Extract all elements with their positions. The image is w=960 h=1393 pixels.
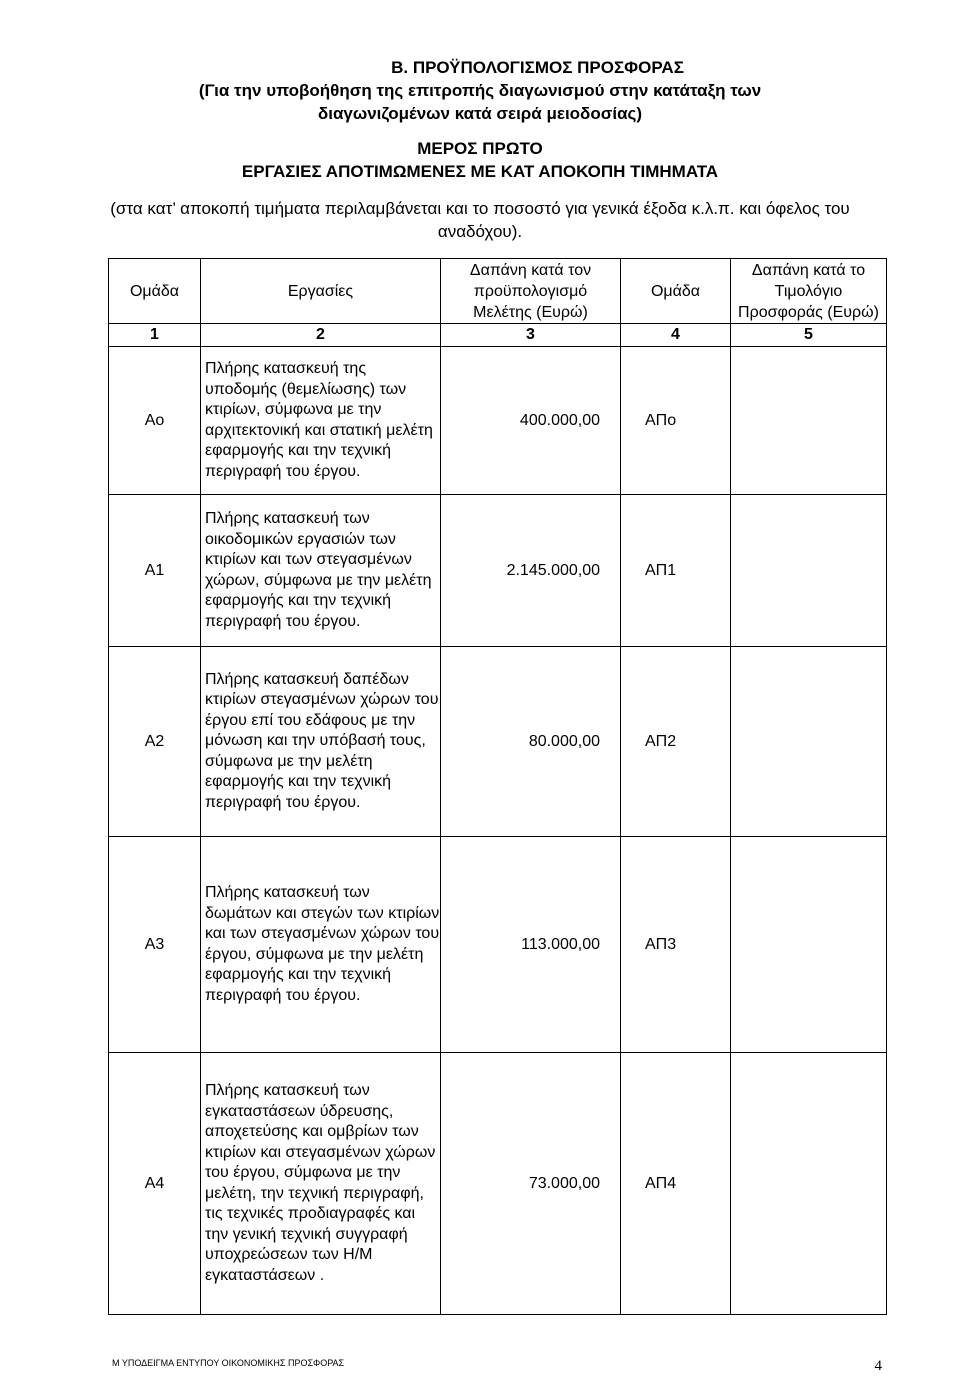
table-header-row: [109, 259, 887, 324]
row-budget-cost: 400.000,00: [441, 347, 621, 495]
row-offer-cost-input[interactable]: [731, 837, 887, 1053]
document-heading: [0, 56, 960, 243]
header-cost-group: Ομάδα: [621, 259, 731, 324]
footer-doc-label: Μ ΥΠΟΔΕΙΓΜΑ ΕΝΤΥΠΟΥ ΟΙΚΟΝΟΜΙΚΗΣ ΠΡΟΣΦΟΡΑΣ: [112, 1358, 345, 1368]
row-group: Α3: [109, 837, 201, 1053]
row-group: Α2: [109, 647, 201, 837]
section-subtitle-line-2: διαγωνιζομένων κατά σειρά μειοδοσίας): [317, 104, 643, 123]
section-subtitle-line-1: (Για την υποβοήθηση της επιτροπής διαγωνισμού στην κατάταξη των: [198, 81, 762, 100]
row-description: Πλήρης κατασκευή των οικοδομικών εργασιών των κτιρίων και των στεγασμένων χώρων, σύμφωνα με την μελέτη εφαρμογής και την τεχνική περιγραφή του έργου.: [201, 495, 441, 647]
row-cost-group: ΑΠο: [621, 347, 731, 495]
section-title: Β. ΠΡΟΫΠΟΛΟΓΙΣΜΟΣ ΠΡΟΣΦΟΡΑΣ: [391, 58, 684, 77]
row-budget-cost: 2.145.000,00: [441, 495, 621, 647]
table-row: [109, 1053, 887, 1315]
row-description: Πλήρης κατασκευή των εγκαταστάσεων ύδρευσης, αποχετεύσης και ομβρίων των κτιρίων και στεγασμένων χώρων του έργου, σύμφωνα με την μελέτη, την τεχνική περιγραφή, τις τεχνικές προδιαγραφές και την γενική τεχνική συγγραφή υποχρεώσεων των Η/Μ εγκαταστάσεων .: [201, 1053, 441, 1315]
column-index-row: [109, 324, 887, 347]
header-works: Εργασίες: [201, 259, 441, 324]
row-budget-cost: 113.000,00: [441, 837, 621, 1053]
row-description: Πλήρης κατασκευή δαπέδων κτιρίων στεγασμένων χώρων του έργου επί του εδάφους με την μόνωση και την υπόβασή τους, σύμφωνα με την μελέτη εφαρμογής και την τεχνική περιγραφή του έργου.: [201, 647, 441, 837]
row-budget-cost: 80.000,00: [441, 647, 621, 837]
row-cost-group: ΑΠ4: [621, 1053, 731, 1315]
column-index: 5: [731, 324, 887, 347]
note-line-1: (στα κατ’ αποκοπή τιμήματα περιλαμβάνεται και το ποσοστό για γενικά έξοδα κ.λ.π. και όφελος του: [110, 199, 850, 218]
row-budget-cost: 73.000,00: [441, 1053, 621, 1315]
row-description: Πλήρης κατασκευή της υποδομής (θεμελίωσης) των κτιρίων, σύμφωνα με την αρχιτεκτονική και στατική μελέτη εφαρμογής και την τεχνική περιγραφή του έργου.: [201, 347, 441, 495]
row-cost-group: ΑΠ1: [621, 495, 731, 647]
row-offer-cost-input[interactable]: [731, 347, 887, 495]
row-offer-cost-input[interactable]: [731, 647, 887, 837]
table-row: [109, 647, 887, 837]
header-group: Ομάδα: [109, 259, 201, 324]
note-line-2: αναδόχου).: [437, 222, 523, 241]
table-row: [109, 495, 887, 647]
row-group: Α1: [109, 495, 201, 647]
row-group: Α4: [109, 1053, 201, 1315]
column-index: 4: [621, 324, 731, 347]
part-description: ΕΡΓΑΣΙΕΣ ΑΠΟΤΙΜΩΜΕΝΕΣ ΜΕ ΚΑΤ ΑΠΟΚΟΠΗ ΤΙΜΗΜΑΤΑ: [241, 162, 719, 181]
column-index: 1: [109, 324, 201, 347]
row-group: Αο: [109, 347, 201, 495]
table-row: [109, 837, 887, 1053]
header-offer-cost: Δαπάνη κατά το Τιμολόγιο Προσφοράς (Ευρώ): [731, 259, 887, 324]
column-index: 2: [201, 324, 441, 347]
row-cost-group: ΑΠ2: [621, 647, 731, 837]
column-index: 3: [441, 324, 621, 347]
budget-table: [108, 258, 887, 1315]
table-row: [109, 347, 887, 495]
row-cost-group: ΑΠ3: [621, 837, 731, 1053]
header-budget-cost: Δαπάνη κατά τον προϋπολογισμό Μελέτης (Ευρώ): [441, 259, 621, 324]
part-title: ΜΕΡΟΣ ΠΡΩΤΟ: [417, 139, 543, 158]
row-offer-cost-input[interactable]: [731, 1053, 887, 1315]
page-number: 4: [874, 1358, 882, 1374]
row-description: Πλήρης κατασκευή των δωμάτων και στεγών των κτιρίων και των στεγασμένων χώρων του έργου, σύμφωνα με την μελέτη εφαρμογής και την τεχνική περιγραφή του έργου.: [201, 837, 441, 1053]
row-offer-cost-input[interactable]: [731, 495, 887, 647]
